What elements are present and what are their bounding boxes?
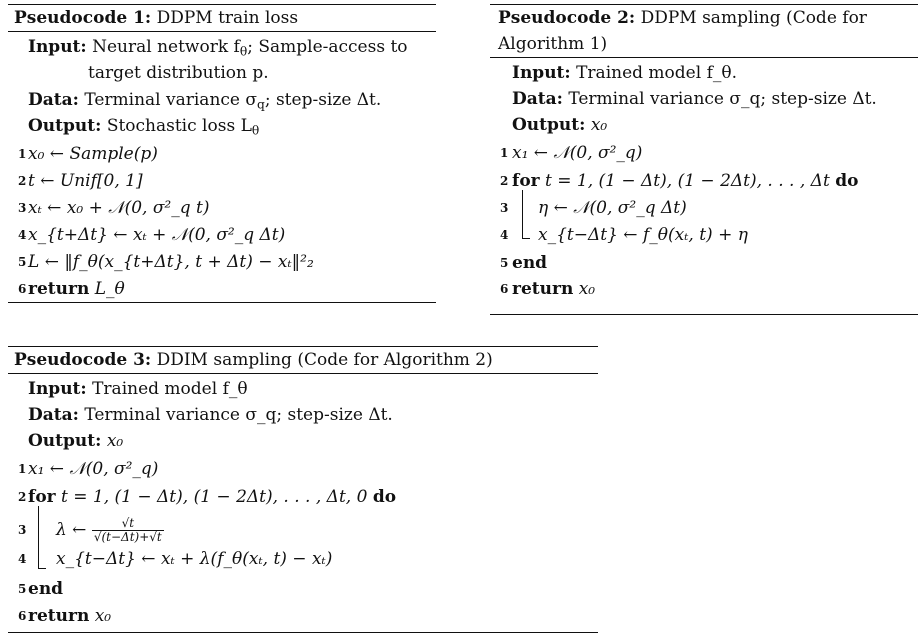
output-keyword: Output: <box>28 431 102 451</box>
bottom-rule <box>8 632 598 633</box>
line-number: 2 <box>500 174 509 188</box>
code-text: t = 1, (1 − Δt), (1 − 2Δt), . . . , Δt <box>545 171 830 191</box>
input-line-2 <box>8 60 436 86</box>
algorithm-label: Pseudocode 1: <box>14 8 152 28</box>
data-text: Terminal variance σ_q; step-size Δt. <box>568 89 877 109</box>
data-text: Terminal variance $\sigma_q$; step-size Δt. <box>84 90 382 112</box>
output-text: x₀ <box>106 431 124 451</box>
code-line-4 <box>490 222 918 248</box>
output-line <box>8 113 436 139</box>
algorithm-title-text: DDPM train loss <box>156 8 299 28</box>
for-keyword: for <box>512 171 540 191</box>
return-keyword: return <box>28 279 90 299</box>
code-line-5 <box>8 249 436 275</box>
code-text: x₁ ← 𝒩(0, σ²_q) <box>28 459 159 479</box>
data-line <box>8 402 598 428</box>
code-text: L ← ‖f_θ(x_{t+Δt}, t + Δt) − xₜ‖²₂ <box>28 252 314 272</box>
line-number: 4 <box>500 228 509 242</box>
data-keyword: Data: <box>28 405 79 425</box>
pseudocode-3 <box>8 346 598 632</box>
return-keyword: return <box>512 279 574 299</box>
code-text: x₀ <box>578 279 596 299</box>
input-line <box>8 34 436 60</box>
code-line-4 <box>8 546 598 572</box>
code-line-6 <box>8 603 598 629</box>
line-number: 1 <box>18 147 27 161</box>
code-line-5 <box>490 250 918 276</box>
code-text: x₀ <box>94 606 112 626</box>
return-keyword: return <box>28 606 90 626</box>
output-line <box>8 428 598 454</box>
code-line-2 <box>8 168 436 194</box>
line-number: 5 <box>500 256 509 270</box>
do-keyword: do <box>835 171 859 191</box>
code-text: t = 1, (1 − Δt), (1 − 2Δt), . . . , Δt, 0 <box>61 487 368 507</box>
code-text: x₁ ← 𝒩(0, σ²_q) <box>512 143 643 163</box>
code-line-2 <box>490 168 918 194</box>
algorithm-title-text: DDPM sampling (Code for <box>640 8 867 28</box>
code-line-1 <box>8 456 598 482</box>
code-text: xₜ ← x₀ + 𝒩(0, σ²_q t) <box>28 198 210 218</box>
line-number: 6 <box>18 609 27 623</box>
input-text: Trained model f_θ <box>92 379 248 399</box>
fraction <box>92 517 164 544</box>
pseudocode-2 <box>490 4 918 306</box>
output-keyword: Output: <box>512 115 586 135</box>
do-keyword: do <box>372 487 397 507</box>
bottom-rule <box>8 302 436 303</box>
output-line <box>490 112 918 138</box>
line-number: 3 <box>18 523 27 537</box>
output-text: Stochastic loss $L_\theta$ <box>106 116 260 138</box>
line-number: 5 <box>18 255 27 269</box>
end-keyword: end <box>512 253 548 273</box>
line-number: 2 <box>18 490 27 504</box>
algorithm-label: Pseudocode 2: <box>498 8 636 28</box>
algorithm-title-2: Algorithm 1) <box>498 34 608 54</box>
code-text: L_θ <box>94 279 125 299</box>
line-number: 1 <box>500 146 509 160</box>
code-text: x_{t−Δt} ← f_θ(xₜ, t) + η <box>538 225 748 245</box>
code-text: t ← Unif[0, 1] <box>28 171 143 191</box>
line-number: 3 <box>18 201 27 215</box>
algorithm-title <box>8 347 598 373</box>
input-text: Trained model f_θ. <box>576 63 737 83</box>
output-text: x₀ <box>590 115 608 135</box>
code-line-6 <box>490 276 918 302</box>
bottom-rule <box>490 314 918 315</box>
line-number: 5 <box>18 582 27 596</box>
data-line <box>8 87 436 113</box>
code-text: x₀ ← Sample(p) <box>28 144 158 164</box>
code-line-3 <box>8 195 436 221</box>
code-line-4 <box>8 222 436 248</box>
input-line <box>490 60 918 86</box>
fraction-numerator: √t <box>92 517 164 531</box>
code-text: x_{t−Δt} ← xₜ + λ(f_θ(xₜ, t) − xₜ) <box>56 549 333 569</box>
code-line-1 <box>490 140 918 166</box>
line-number: 3 <box>500 201 509 215</box>
line-number: 6 <box>500 282 509 296</box>
line-number: 4 <box>18 228 27 242</box>
algorithm-title <box>490 5 918 31</box>
fraction-denominator: √(t−Δt)+√t <box>93 530 162 544</box>
algorithm-title-text: DDIM sampling (Code for Algorithm 2) <box>156 350 493 370</box>
code-line-2 <box>8 484 598 510</box>
end-keyword: end <box>28 579 64 599</box>
code-text: x_{t+Δt} ← xₜ + 𝒩(0, σ²_q Δt) <box>28 225 286 245</box>
input-keyword: Input: <box>28 379 87 399</box>
code-text: λ ← <box>56 520 87 540</box>
input-text-2: target distribution p. <box>88 63 269 83</box>
for-keyword: for <box>28 487 56 507</box>
code-line-1 <box>8 141 436 167</box>
line-number: 4 <box>18 552 27 566</box>
line-number: 2 <box>18 174 27 188</box>
code-line-3 <box>490 195 918 221</box>
code-line-5 <box>8 576 598 602</box>
input-line <box>8 376 598 402</box>
input-keyword: Input: <box>512 63 571 83</box>
line-number: 6 <box>18 282 27 296</box>
data-line <box>490 86 918 112</box>
data-keyword: Data: <box>512 89 563 109</box>
data-text: Terminal variance σ_q; step-size Δt. <box>84 405 393 425</box>
output-keyword: Output: <box>28 116 102 136</box>
data-keyword: Data: <box>28 90 79 110</box>
algorithm-label: Pseudocode 3: <box>14 350 152 370</box>
code-line-3 <box>8 514 598 546</box>
input-text-1: Neural network $f_\theta$; Sample-access to <box>92 37 408 59</box>
line-number: 1 <box>18 462 27 476</box>
pseudocode-1 <box>8 4 436 314</box>
code-line-6 <box>8 276 436 302</box>
input-keyword: Input: <box>28 37 87 57</box>
algorithm-title <box>8 5 436 31</box>
code-text: η ← 𝒩(0, σ²_q Δt) <box>538 198 687 218</box>
